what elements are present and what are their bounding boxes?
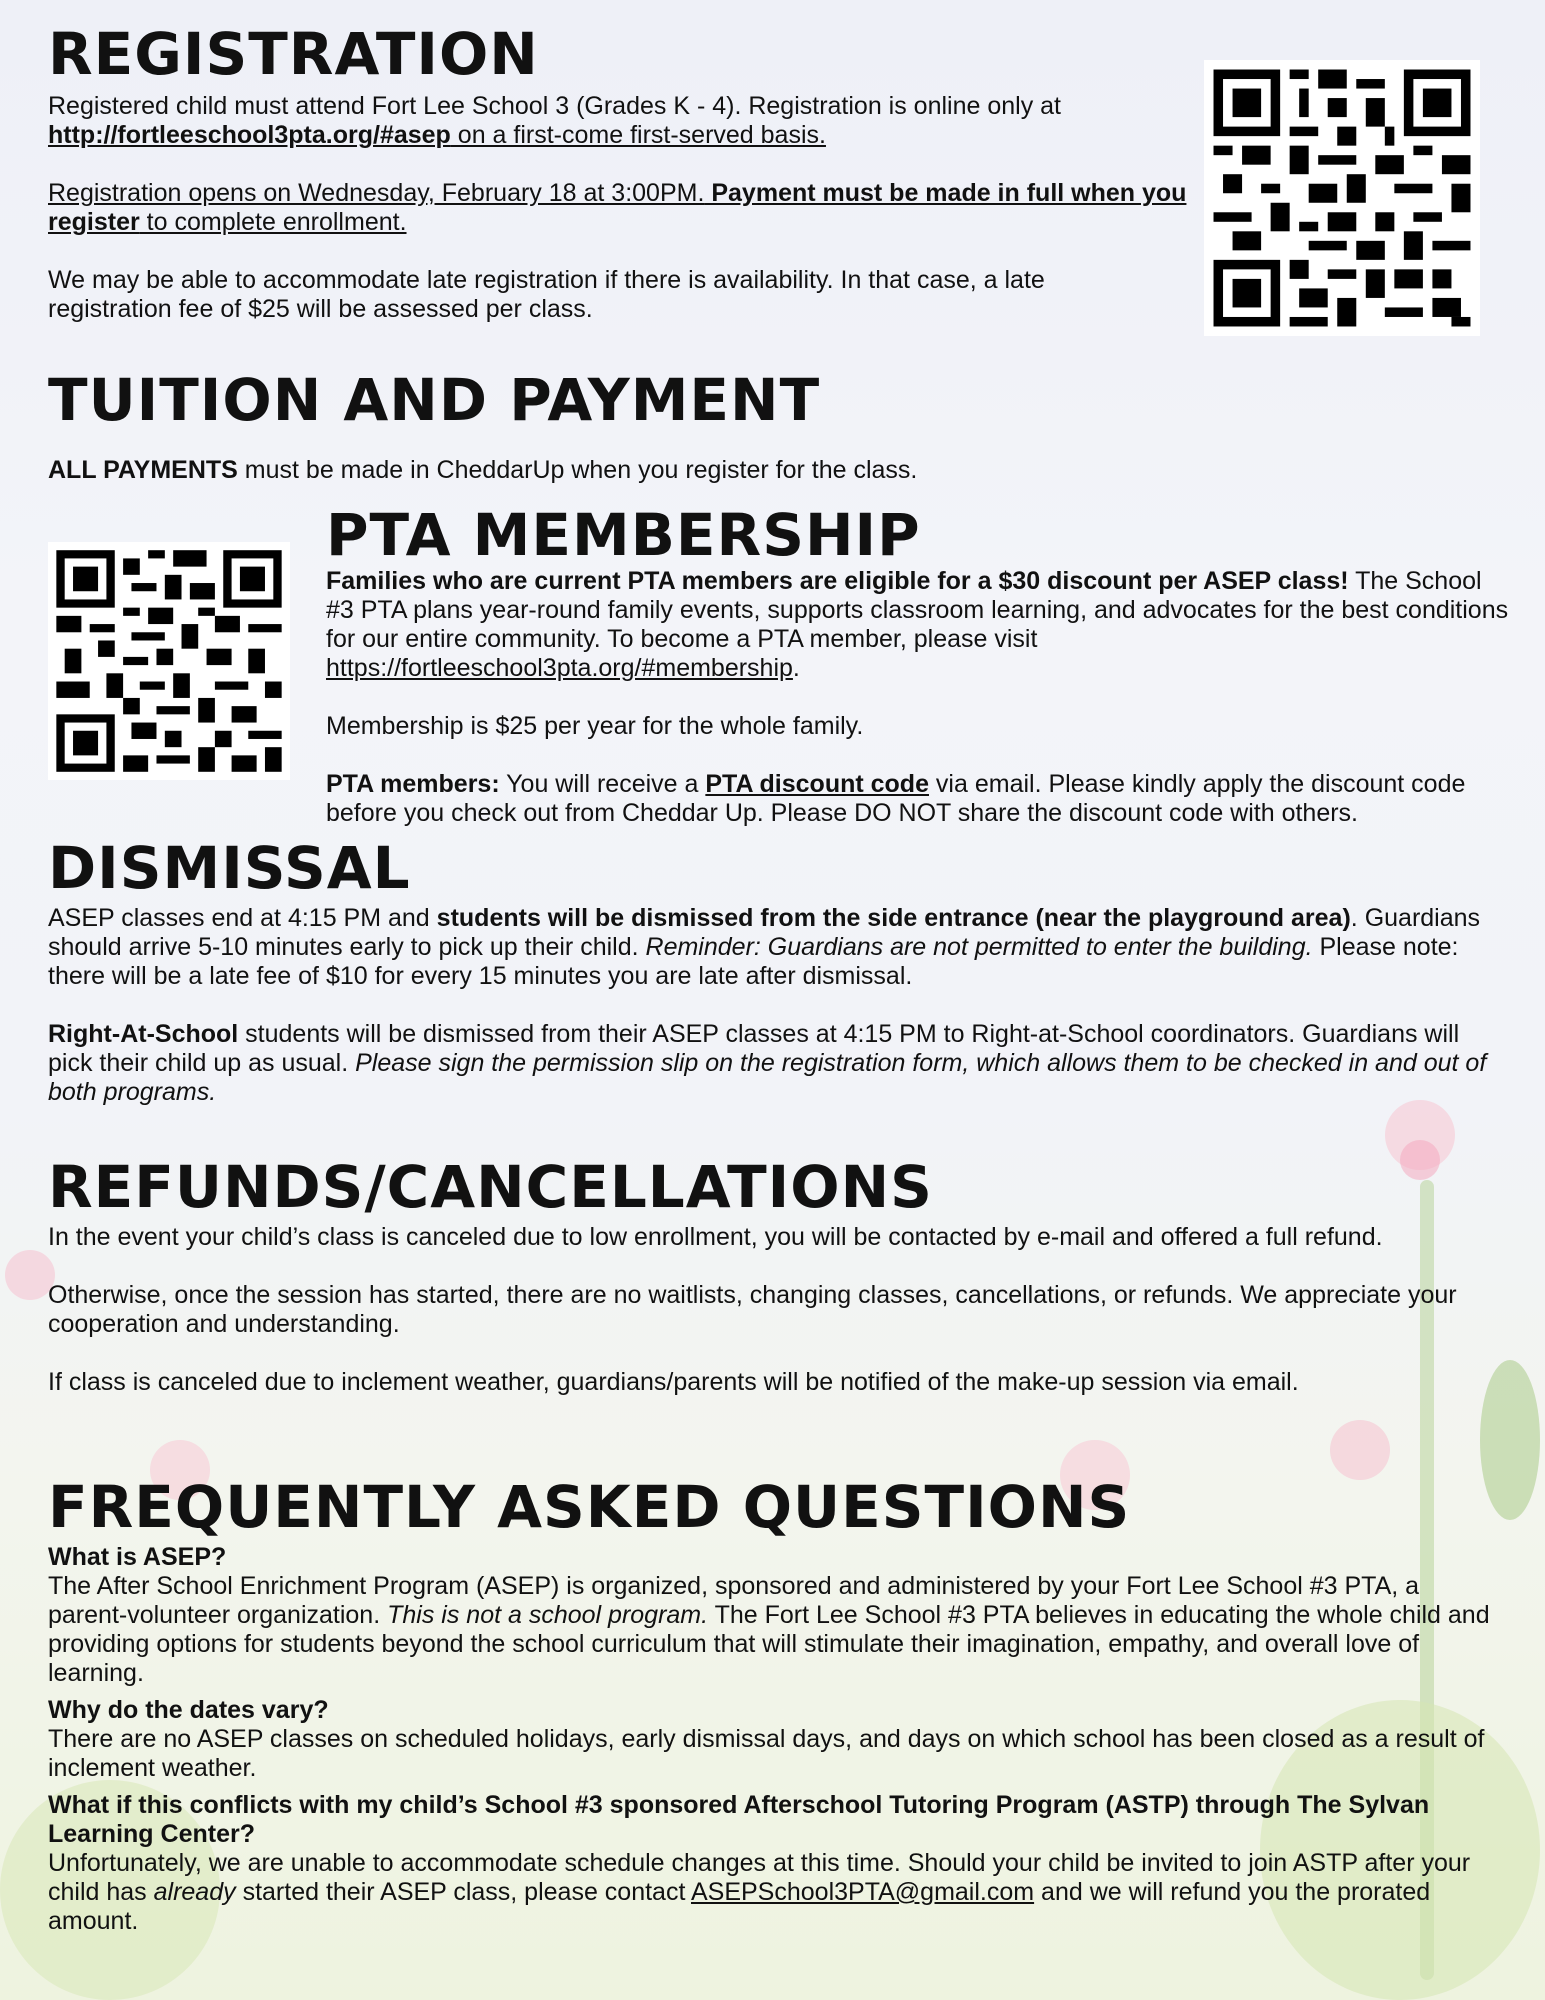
tuition-text: must be made in CheddarUp when you register for the class. bbox=[237, 456, 918, 484]
faq-question-2: Why do the dates vary? bbox=[48, 1696, 329, 1724]
faq-answer-3 bbox=[48, 1849, 1498, 1936]
dismissal-paragraph-2 bbox=[48, 1020, 1498, 1107]
asep-registration-link[interactable]: http://fortleeschool3pta.org/#asep bbox=[48, 121, 451, 149]
pta-membership-link[interactable]: https://fortleeschool3pta.org/#membership bbox=[326, 654, 793, 682]
refunds-paragraph-2: Otherwise, once the session has started, there are no waitlists, changing classes, cancellations, or refunds. We appreciate your cooperation and understanding. bbox=[48, 1281, 1457, 1338]
dismissal-text: ASEP classes end at 4:15 PM and bbox=[48, 904, 437, 932]
faq-heading: FREQUENTLY ASKED QUESTIONS bbox=[48, 1473, 1131, 1541]
faq-answer-2: There are no ASEP classes on scheduled holidays, early dismissal days, and days on which school has been closed as a result of inclement weather. bbox=[48, 1725, 1485, 1782]
registration-text: to complete enrollment. bbox=[139, 208, 407, 236]
guardian-reminder: Reminder: Guardians are not permitted to enter the building. bbox=[645, 933, 1313, 961]
faq-question-3: What if this conflicts with my child’s School #3 sponsored Afterschool Tutoring Program (ASTP) through The Sylvan Learning Center? bbox=[48, 1791, 1430, 1848]
payment-notice: Payment must be made in full when you register bbox=[48, 179, 1187, 236]
registration-paragraph-3: We may be able to accommodate late registration if there is availability. In that case, a late registration fee of $25 will be assessed per class. bbox=[48, 266, 1045, 323]
pta-text: via email. Please kindly apply the discount code before you check out from Cheddar Up. Please DO NOT share the discount code with others. bbox=[326, 770, 1466, 827]
tuition-paragraph bbox=[48, 456, 1498, 485]
pta-members-label: PTA members: bbox=[326, 770, 500, 798]
dismissal-text: Please note: there will be a late fee of $10 for every 15 minutes you are late after dismissal. bbox=[48, 933, 1459, 990]
all-payments-label: ALL PAYMENTS bbox=[48, 456, 238, 484]
refunds-paragraph-1: In the event your child’s class is canceled due to low enrollment, you will be contacted by e-mail and offered a full refund. bbox=[48, 1223, 1383, 1251]
dismissal-section bbox=[48, 832, 1498, 1107]
refunds-section bbox=[48, 1151, 1498, 1397]
faq-question-1: What is ASEP? bbox=[48, 1543, 227, 1571]
pta-text: The School #3 PTA plans year-round family events, supports classroom learning, and advocates for the best conditions for our entire community. To become a PTA member, please visit bbox=[326, 567, 1509, 653]
faq-answer-1 bbox=[48, 1572, 1498, 1688]
faq-text: Unfortunately, we are unable to accommodate schedule changes at this time. Should your child be invited to join ASTP after your child has bbox=[48, 1849, 1471, 1906]
faq-text: The Fort Lee School #3 PTA believes in educating the whole child and providing options for students beyond the school curriculum that will stimulate their imagination, empathy, and overall love of learning. bbox=[48, 1601, 1490, 1687]
pta-discount-notice: Families who are current PTA members are eligible for a $30 discount per ASEP class! bbox=[326, 567, 1349, 595]
registration-text: on a first-come first-served basis. bbox=[450, 121, 826, 149]
dismissal-text: . Guardians should arrive 5-10 minutes early to pick up their child. bbox=[48, 904, 1481, 961]
document-body bbox=[48, 18, 1509, 1936]
registration-paragraph-1 bbox=[48, 92, 1188, 150]
registration-open-date: Registration opens on Wednesday, February 18 at 3:00PM. bbox=[48, 179, 705, 207]
asep-email-link[interactable]: ASEPSchool3PTA@gmail.com bbox=[690, 1878, 1035, 1906]
faq-text: and we will refund you the prorated amount. bbox=[48, 1878, 1431, 1935]
faq-text: started their ASEP class, please contact bbox=[235, 1878, 691, 1906]
permission-slip-note: Please sign the permission slip on the registration form, which allows them to be checked in and out of both programs. bbox=[48, 1049, 1487, 1106]
pta-heading: PTA MEMBERSHIP bbox=[326, 501, 921, 569]
faq-text: The After School Enrichment Program (ASEP) is organized, sponsored and administered by your Fort Lee School #3 PTA, a parent-volunteer organization. bbox=[48, 1572, 1420, 1629]
pta-text: . bbox=[792, 654, 800, 682]
pta-membership-section bbox=[326, 503, 1516, 828]
registration-heading: REGISTRATION bbox=[48, 20, 539, 88]
registration-text: Registered child must attend Fort Lee School 3 (Grades K - 4). Registration is online only at bbox=[48, 92, 1062, 120]
registration-paragraph-2 bbox=[48, 179, 1188, 237]
refunds-heading: REFUNDS/CANCELLATIONS bbox=[48, 1153, 933, 1221]
right-at-school-label: Right-At-School bbox=[48, 1020, 239, 1048]
pta-text: You will receive a bbox=[499, 770, 706, 798]
not-school-program-note: This is not a school program. bbox=[387, 1601, 709, 1629]
tuition-section bbox=[48, 364, 1498, 485]
pta-paragraph-1 bbox=[326, 567, 1516, 683]
already-emphasis: already bbox=[153, 1878, 236, 1906]
dismissal-text: students will be dismissed from their ASEP classes at 4:15 PM to Right-at-School coordinators. Guardians will pick their child up as usual. bbox=[48, 1020, 1460, 1077]
tuition-heading: TUITION AND PAYMENT bbox=[48, 366, 821, 434]
faq-section bbox=[48, 1471, 1498, 1936]
registration-section bbox=[48, 18, 1188, 324]
dismissal-location: students will be dismissed from the side entrance (near the playground area) bbox=[436, 904, 1351, 932]
pta-paragraph-3 bbox=[326, 770, 1516, 828]
dismissal-heading: DISMISSAL bbox=[48, 834, 411, 902]
pta-paragraph-2: Membership is $25 per year for the whole family. bbox=[326, 712, 864, 740]
pta-discount-code-label: PTA discount code bbox=[705, 770, 929, 798]
dismissal-paragraph-1 bbox=[48, 904, 1498, 991]
refunds-paragraph-3: If class is canceled due to inclement weather, guardians/parents will be notified of the make-up session via email. bbox=[48, 1368, 1299, 1396]
